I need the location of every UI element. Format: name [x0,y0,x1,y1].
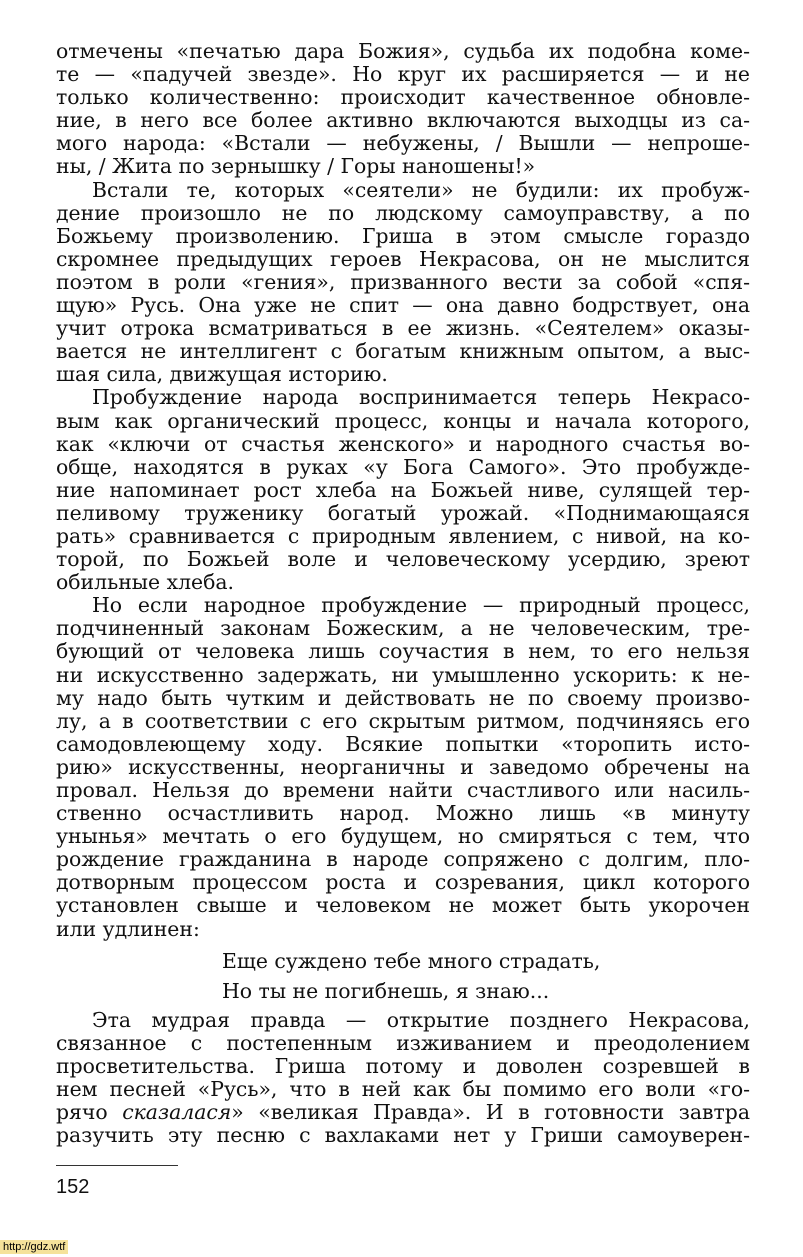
text-line: обще, находятся в руках «у Бога Самого». Это пробужде- [56,454,750,479]
paragraph-1 [56,40,750,179]
watermark-link[interactable]: http://gdz.wtf [0,1240,68,1254]
paragraph-4 [56,594,750,940]
text-line: му надо быть чутким и действовать не по своему произво- [56,685,750,710]
text-line: как «ключи от счастья женского» и народного счастья во- [56,431,750,456]
text-line: щую» Русь. Она уже не спит — она давно бодрствует, она [56,293,750,318]
text-line: Пробуждение народа воспринимается теперь Некрасо- [92,385,750,410]
body-text [56,40,750,941]
text-line: ние, в него все более активно включаются выходцы из са- [56,108,750,133]
text-line: ние напоминает рост хлеба на Божьей ниве, сулящей тер- [56,477,750,502]
text-line: Но если народное пробуждение — природный процесс, [92,593,750,618]
text-segment: » «великая Правда». И в готовности завтра [231,1100,751,1125]
text-line: ни искусственно задержать, ни умышленно ускорить: к не- [56,662,750,687]
text-line: пеливому труженику богатый урожай. «Поднимающаяся [56,500,750,525]
text-line: подчиненный законам Божеским, а не человеческим, тре- [56,616,750,641]
text-line: дотворным процессом роста и созревания, цикл которого [56,870,750,895]
text-line: лу, а в соответствии с его скрытым ритмом, подчиняясь его [56,708,750,733]
text-line: вым как органический процесс, концы и начала которого, [56,408,750,433]
text-line: разучить эту песню с вахлаками нет у Гриши самоуверен- [56,1123,750,1148]
text-line: провал. Нельзя до времени найти счастливого или насиль- [56,778,750,802]
text-line: мого народа: «Встали — небужены, / Вышли — непроше- [56,131,750,156]
text-line: рождение гражданина в народе сопряжено с долгим, пло- [56,847,750,872]
text-line: ственно осчастливить народ. Можно лишь «в минуту [56,801,750,826]
text-segment: рячо [56,1100,123,1125]
poem-line: Но ты не погибнешь, я знаю... [222,979,550,1003]
italic-word: сказалася [122,1100,232,1125]
paragraph-2 [56,179,750,387]
text-line: самодовлеющему ходу. Всякие попытки «торопить исто- [56,731,750,756]
text-line: отмечены «печатью дара Божия», судьба их подобна коме- [56,39,750,63]
text-line: Встали те, которых «сеятели» не будили: их пробуж- [92,177,750,202]
text-line: шая сила, движущая историю. [56,362,388,387]
text-line: только количественно: происходит качественное обновле- [56,85,750,110]
text-line: учит отрока всматриваться в ее жизнь. «Сеятелем» оказы- [56,316,750,341]
text-line: дение произошло не по людскому самоуправству, а по [56,200,750,225]
text-line: Божьему произволению. Гриша в этом смысле гораздо [56,223,750,248]
poem-quote [222,946,742,1006]
text-line: или удлинен: [56,916,200,941]
text-line: те — «падучей звезде». Но круг их расширяется — и не [56,62,750,87]
text-line: вается не интеллигент с богатым книжным опытом, а выс- [56,339,750,364]
text-line: Эта мудрая правда — открытие позднего Некрасова, [92,1008,750,1032]
text-line: скромнее предыдущих героев Некрасова, он не мыслится [56,246,750,271]
text-line [56,1101,750,1124]
text-line: ны, / Жита по зернышку / Горы наношены!» [56,154,536,179]
text-line: нем песней «Русь», что в ней как бы помимо его воли «го- [56,1077,750,1102]
text-line: просветительства. Гриша потому и доволен созревшей в [56,1054,750,1079]
text-line: рию» искусственны, неорганичны и заведомо обречены на [56,754,750,779]
page-number: 152 [56,1176,90,1198]
text-line: унынья» мечтать о его будущем, но смиряться с тем, что [56,824,750,849]
text-line: рать» сравнивается с природным явлением, с нивой, на ко- [56,523,750,548]
text-line: связанное с постепенным изживанием и преодолением [56,1031,750,1056]
text-line: торой, по Божьей воле и человеческому усердию, зреют [56,547,750,572]
text-line: поэтом в роли «гения», призванного вести за собой «спя- [56,269,750,294]
text-line: бующий от человека лишь соучастия в нем, то его нельзя [56,639,750,664]
footnote-divider [56,1165,178,1166]
paragraph-5 [56,1009,750,1148]
text-line: установлен свыше и человеком не может быть укорочен [56,893,750,918]
text-line: обильные хлеба. [56,570,234,595]
poem-line: Еще суждено тебе много страдать, [222,949,601,973]
paragraph-3 [56,386,750,594]
